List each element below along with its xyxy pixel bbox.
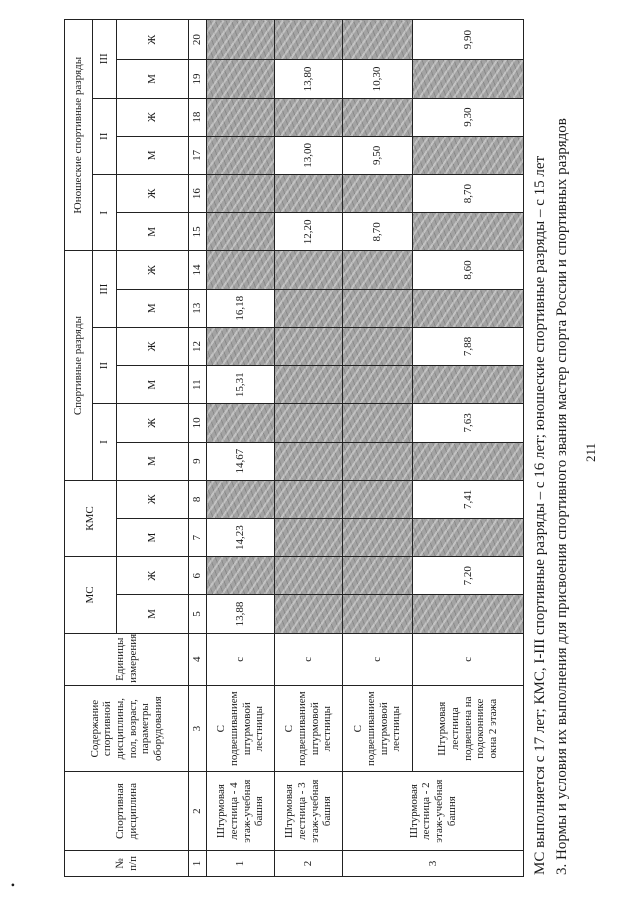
row-unit: с [275, 633, 343, 685]
ms-female: Ж [117, 557, 189, 595]
col-header-kms: КМС [65, 480, 117, 556]
index-cell: 2 [189, 772, 207, 850]
y2-male: М [117, 136, 189, 174]
index-cell: 14 [189, 251, 207, 289]
r3-male-value: 16,18 [207, 289, 275, 327]
table-row [343, 20, 413, 877]
shaded-cell [207, 404, 275, 442]
shaded-cell [413, 213, 524, 251]
r1-male: М [117, 442, 189, 480]
r3-male: М [117, 289, 189, 327]
shaded-cell [343, 595, 413, 633]
shaded-cell [207, 98, 275, 136]
shaded-cell [343, 518, 413, 556]
y2-female: Ж [117, 98, 189, 136]
r1-female-value: 7,63 [413, 404, 524, 442]
shaded-cell [275, 557, 343, 595]
row-num: 3 [343, 850, 524, 876]
r2-male-value: 15,31 [207, 366, 275, 404]
kms-female: Ж [117, 480, 189, 518]
shaded-cell [413, 60, 524, 98]
norms-table [64, 19, 524, 877]
y3-female: Ж [117, 20, 189, 60]
shaded-cell [207, 213, 275, 251]
shaded-cell [275, 595, 343, 633]
index-cell: 18 [189, 98, 207, 136]
shaded-cell [343, 404, 413, 442]
col-header-ms: МС [65, 557, 117, 633]
shaded-cell [413, 289, 524, 327]
ms-male: М [117, 595, 189, 633]
shaded-cell [343, 98, 413, 136]
index-cell: 5 [189, 595, 207, 633]
rank-III-header: III [93, 251, 117, 327]
index-cell: 16 [189, 175, 207, 213]
row-unit: с [413, 633, 524, 685]
shaded-cell [207, 175, 275, 213]
y1-male-value: 8,70 [343, 213, 413, 251]
kms-female-value: 7,41 [413, 480, 524, 518]
ms-female-value: 7,20 [413, 557, 524, 595]
r3-female-value: 8,60 [413, 251, 524, 289]
index-cell: 13 [189, 289, 207, 327]
y3-male-value: 10,30 [343, 60, 413, 98]
shaded-cell [207, 251, 275, 289]
shaded-cell [207, 60, 275, 98]
y2-male-value: 13,00 [275, 136, 343, 174]
row-discipline: Штурмовая лестница - 3 этаж-учебная башня [275, 772, 343, 850]
shaded-cell [275, 404, 343, 442]
y3-male-value: 13,80 [275, 60, 343, 98]
r2-male: М [117, 366, 189, 404]
youth-rank-II-header: II [93, 98, 117, 174]
shaded-cell [207, 20, 275, 60]
row-num: 2 [275, 850, 343, 876]
index-cell: 11 [189, 366, 207, 404]
footer-mark: • [6, 882, 20, 887]
shaded-cell [413, 366, 524, 404]
row-content: Штурмовая лестница подвешена на подоконнике окна 2 этажа [413, 685, 524, 771]
row-content: С подвешиванием штурмовой лестницы [275, 685, 343, 771]
shaded-cell [343, 366, 413, 404]
shaded-cell [413, 518, 524, 556]
shaded-cell [275, 518, 343, 556]
index-cell: 9 [189, 442, 207, 480]
r3-female: Ж [117, 251, 189, 289]
y3-male: М [117, 60, 189, 98]
shaded-cell [413, 442, 524, 480]
section-heading: 3. Нормы и условия их выполнения для присвоения спортивного звания мастер спорта России и спортивных разрядов [554, 118, 570, 875]
y1-male-value: 12,20 [275, 213, 343, 251]
y2-male-value: 9,50 [343, 136, 413, 174]
col-header-num: № п/п [65, 850, 189, 876]
index-cell: 3 [189, 685, 207, 771]
r1-female: Ж [117, 404, 189, 442]
shaded-cell [343, 175, 413, 213]
shaded-cell [275, 98, 343, 136]
col-header-discipline: Спортивная дисциплина [65, 772, 189, 850]
shaded-cell [275, 251, 343, 289]
shaded-cell [343, 480, 413, 518]
col-header-youth-ranks: Юношеские спортивные разряды [65, 20, 93, 251]
kms-male-value: 14,23 [207, 518, 275, 556]
age-requirements: МС выполняется с 17 лет; КМС, I-III спортивные разряды – с 16 лет; юношеские спортивные разряды – с 15 лет [532, 155, 548, 875]
shaded-cell [343, 289, 413, 327]
youth-rank-III-header: III [93, 20, 117, 99]
table-row [413, 20, 524, 877]
r2-female-value: 7,88 [413, 327, 524, 365]
y1-female: Ж [117, 175, 189, 213]
col-header-units: Единицы измерения [65, 633, 189, 685]
shaded-cell [343, 442, 413, 480]
shaded-cell [275, 175, 343, 213]
index-cell: 7 [189, 518, 207, 556]
index-cell: 19 [189, 60, 207, 98]
y1-male: М [117, 213, 189, 251]
index-cell: 8 [189, 480, 207, 518]
y1-female-value: 8,70 [413, 175, 524, 213]
shaded-cell [343, 557, 413, 595]
r2-female: Ж [117, 327, 189, 365]
ms-male-value: 13,88 [207, 595, 275, 633]
row-num: 1 [207, 850, 275, 876]
table-row [275, 20, 343, 877]
index-cell: 1 [189, 850, 207, 876]
row-discipline: Штурмовая лестница - 4 этаж-учебная башня [207, 772, 275, 850]
header-row-1 [65, 20, 93, 877]
row-unit: с [343, 633, 413, 685]
y2-female-value: 9,30 [413, 98, 524, 136]
shaded-cell [413, 136, 524, 174]
shaded-cell [207, 136, 275, 174]
shaded-cell [207, 557, 275, 595]
shaded-cell [275, 480, 343, 518]
shaded-cell [275, 20, 343, 60]
page-number: 211 [583, 442, 598, 463]
shaded-cell [343, 20, 413, 60]
index-cell: 6 [189, 557, 207, 595]
col-header-sport-ranks: Спортивные разряды [65, 251, 93, 480]
index-cell: 20 [189, 20, 207, 60]
rank-I-header: I [93, 404, 117, 480]
row-discipline: Штурмовая лестница - 2 этаж-учебная башня [343, 772, 524, 850]
index-cell: 4 [189, 633, 207, 685]
col-header-content: Содержание спортивной дисциплины, пол, возраст, параметры оборудования [65, 685, 189, 771]
table-row [207, 20, 275, 877]
shaded-cell [343, 327, 413, 365]
shaded-cell [207, 327, 275, 365]
index-row [189, 20, 207, 877]
shaded-cell [343, 251, 413, 289]
index-cell: 15 [189, 213, 207, 251]
index-cell: 17 [189, 136, 207, 174]
index-cell: 12 [189, 327, 207, 365]
r1-male-value: 14,67 [207, 442, 275, 480]
shaded-cell [275, 442, 343, 480]
shaded-cell [275, 327, 343, 365]
shaded-cell [275, 366, 343, 404]
kms-male: М [117, 518, 189, 556]
index-cell: 10 [189, 404, 207, 442]
row-unit: с [207, 633, 275, 685]
shaded-cell [413, 595, 524, 633]
youth-rank-I-header: I [93, 175, 117, 251]
shaded-cell [207, 480, 275, 518]
y3-female-value: 9,90 [413, 20, 524, 60]
row-content: С подвешиванием штурмовой лестницы [343, 685, 413, 771]
rank-II-header: II [93, 327, 117, 403]
shaded-cell [275, 289, 343, 327]
row-content: С подвешиванием штурмовой лестницы [207, 685, 275, 771]
